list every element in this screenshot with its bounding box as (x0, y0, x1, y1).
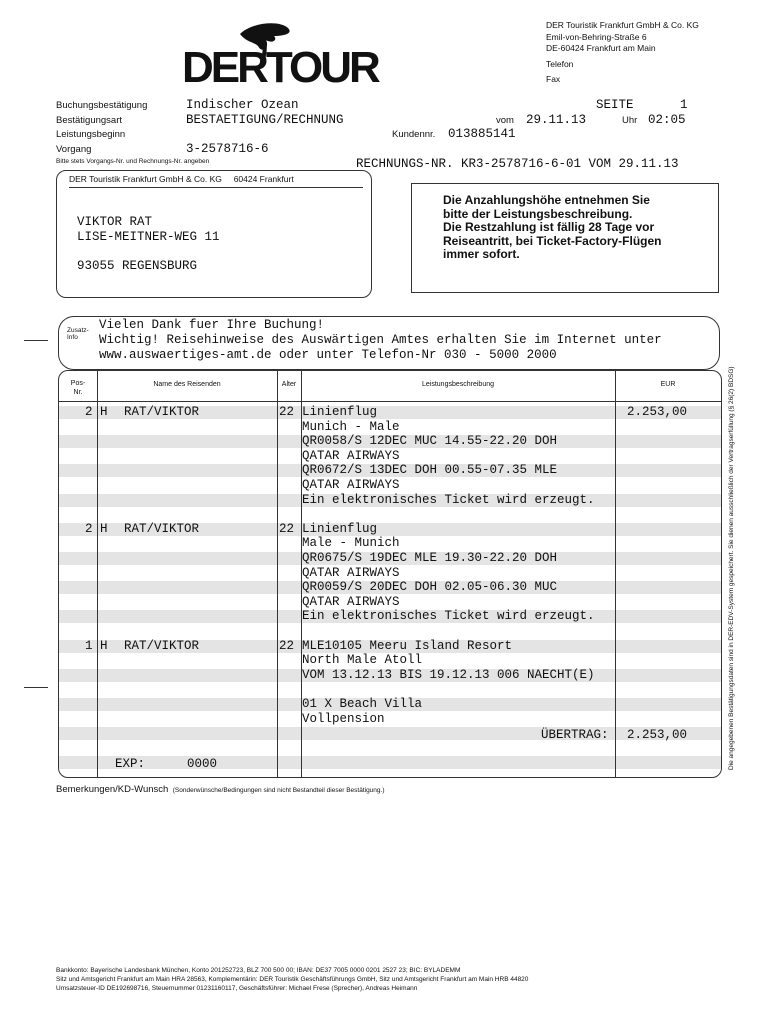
cell-desc: VOM 13.12.13 BIS 19.12.13 006 NAECHT(E) (302, 667, 595, 682)
info-line: Wichtig! Reisehinweise des Auswärtigen Amtes erhalten Sie im Internet unter (99, 333, 662, 347)
sender-line: DER Touristik Frankfurt GmbH & Co. KG (546, 20, 699, 30)
payment-note-line: immer sofort. (443, 247, 520, 261)
fax-label: Fax (546, 74, 561, 84)
info-line: www.auswaertiges-amt.de oder unter Telefon-Nr 030 - 5000 2000 (99, 348, 557, 362)
vorgang-label: Vorgang (56, 144, 92, 155)
vom-value: 29.11.13 (526, 113, 587, 127)
logo-text: DERTOUR (182, 43, 378, 92)
cell-desc: MLE10105 Meeru Island Resort (302, 638, 513, 653)
bestaetigungsart-value: BESTAETIGUNG/RECHNUNG (186, 113, 344, 127)
cell-name: RAT/VIKTOR (124, 638, 200, 653)
uhr-label: Uhr (622, 115, 638, 126)
cell-desc: 01 X Beach Villa (302, 697, 423, 711)
header-leistung: Leistungsbeschreibung (422, 381, 494, 388)
cell-desc: QATAR AIRWAYS (302, 448, 400, 463)
uebertrag-value: 2.253,00 (627, 728, 688, 742)
buchungsbestaetigung-label: Buchungsbestätigung (56, 100, 148, 111)
remarks-line (56, 779, 385, 797)
payment-note-line: Reiseantritt, bei Ticket-Factory-Flügen (443, 233, 662, 248)
cell-pos: 2 (85, 521, 93, 536)
cell-desc: QATAR AIRWAYS (302, 478, 400, 492)
cell-pos: 2 (85, 405, 93, 419)
buchungsbestaetigung-value: Indischer Ozean (186, 98, 299, 112)
cell-alter: 22 (279, 521, 295, 536)
cell-desc: QR0058/S 12DEC MUC 14.55-22.20 DOH (302, 434, 558, 449)
vom-label: vom (496, 115, 514, 126)
sender-line: DE-60424 Frankfurt am Main (546, 43, 656, 53)
cell-desc: Linienflug (302, 521, 378, 536)
address-box (56, 170, 372, 298)
footer (56, 966, 528, 993)
footer-line: Bankkonto: Bayerische Landesbank München, Konto 201252723, BLZ 700 500 00; IBAN: DE37 7005 0000 0201 2527 23; BIC: BYLADEMM (56, 967, 461, 974)
info-label: Info (67, 334, 78, 341)
cell-desc: QR0059/S 20DEC DOH 02.05-06.30 MUC (302, 580, 558, 595)
kundennr-value: 013885141 (448, 127, 516, 141)
cell-desc: QATAR AIRWAYS (302, 565, 400, 580)
fold-mark (24, 687, 48, 688)
header-eur: EUR (660, 381, 676, 388)
exp-label: EXP: (115, 757, 146, 771)
cell-desc: Munich - Male (302, 419, 400, 434)
info-label: Zusatz- (67, 327, 89, 334)
seite-label: SEITE (596, 98, 634, 112)
payment-note-line: Die Anzahlungshöhe entnehmen Sie (443, 193, 650, 207)
exp-value: 0000 (187, 757, 218, 771)
cell-desc: QATAR AIRWAYS (302, 594, 400, 609)
cell-desc: Male - Munich (302, 536, 400, 551)
cell-desc: QR0672/S 13DEC DOH 00.55-07.35 MLE (302, 463, 558, 478)
header-alter: Alter (281, 381, 297, 388)
cell-desc: Ein elektronisches Ticket wird erzeugt. (302, 492, 595, 507)
header-name: Name des Reisenden (153, 381, 221, 388)
positions-table (58, 370, 722, 778)
cell-alter: 22 (279, 638, 295, 653)
vorgang-value: 3-2578716-6 (186, 142, 269, 156)
fold-mark (24, 340, 48, 341)
row-stripe (59, 756, 721, 769)
cell-desc: Vollpension (302, 711, 385, 726)
rechnungs-nr: RECHNUNGS-NR. KR3-2578716-6-01 VOM 29.11.13 (356, 157, 679, 171)
seite-value: 1 (680, 98, 688, 112)
sender-line: Emil-von-Behring-Straße 6 (546, 31, 647, 42)
leistungsbeginn-label: Leistungsbeginn (56, 129, 126, 140)
footer-line: Sitz und Amtsgericht Frankfurt am Main HRA 28563, Komplementärin: DER Touristik Geschäftsführungs GmbH, Sitz und Amtsgericht Frankfurt am Main HRB 44820 (56, 976, 529, 983)
uhr-value: 02:05 (648, 113, 686, 127)
remarks-note: (Sonderwünsche/Bedingungen sind nicht Bestandteil dieser Bestätigung.) (172, 787, 385, 794)
cell-pos: 1 (85, 638, 93, 653)
payment-note-line: bitte der Leistungsbeschreibung. (443, 206, 633, 221)
info-line: Vielen Dank fuer Ihre Buchung! (99, 318, 325, 332)
bestaetigungsart-label: Bestätigungsart (56, 115, 123, 126)
kundennr-label: Kundennr. (392, 129, 436, 140)
footer-line: Umsatzsteuer-ID DE192698716, Steuernummer 01231160117, Geschäftsführer: Michael Frese (Sprecher), Andreas Heimann (56, 985, 418, 992)
payment-note-box (411, 183, 719, 293)
cell-name: RAT/VIKTOR (124, 521, 200, 536)
cell-desc: QR0675/S 19DEC MLE 19.30-22.20 DOH (302, 551, 558, 565)
info-box (58, 316, 720, 370)
recipient-street: LISE-MEITNER-WEG 11 (77, 230, 220, 244)
recipient-city: 93055 REGENSBURG (77, 259, 198, 273)
cell-h: H (100, 638, 108, 653)
cell-alter: 22 (279, 405, 295, 419)
payment-note-line: Die Restzahlung ist fällig 28 Tage vor (443, 220, 655, 234)
dertour-logo (182, 20, 378, 92)
cell-h: H (100, 521, 108, 536)
side-notice: Die angegebenen Bestätigungsdaten sind in DER-EDV-System gespeichert. Sie dienen ausschließlich der Vertragserfüllung (§ 26(2) BDSG) (728, 366, 735, 770)
cell-eur: 2.253,00 (627, 405, 688, 419)
header-pos-nr: Nr. (73, 389, 83, 396)
address-sender-line: DER Touristik Frankfurt GmbH & Co. KG 60424 Frankfurt (69, 174, 294, 184)
remarks-label: Bemerkungen/KD-Wunsch (56, 784, 169, 795)
cell-desc: Ein elektronisches Ticket wird erzeugt. (302, 609, 595, 624)
cell-desc: North Male Atoll (302, 653, 423, 668)
address-divider (69, 187, 363, 188)
sender-block (546, 20, 746, 86)
uebertrag-label: ÜBERTRAG: (541, 728, 609, 742)
header-pos: Pos- (70, 380, 86, 387)
phone-label: Telefon (546, 58, 574, 69)
cell-desc: Linienflug (302, 405, 378, 419)
recipient-name: VIKTOR RAT (77, 215, 153, 229)
reference-note: Bitte stets Vorgangs-Nr. und Rechnungs-Nr. angeben (56, 158, 210, 165)
cell-name: RAT/VIKTOR (124, 405, 200, 419)
row-stripe (59, 727, 721, 740)
cell-h: H (100, 405, 108, 419)
